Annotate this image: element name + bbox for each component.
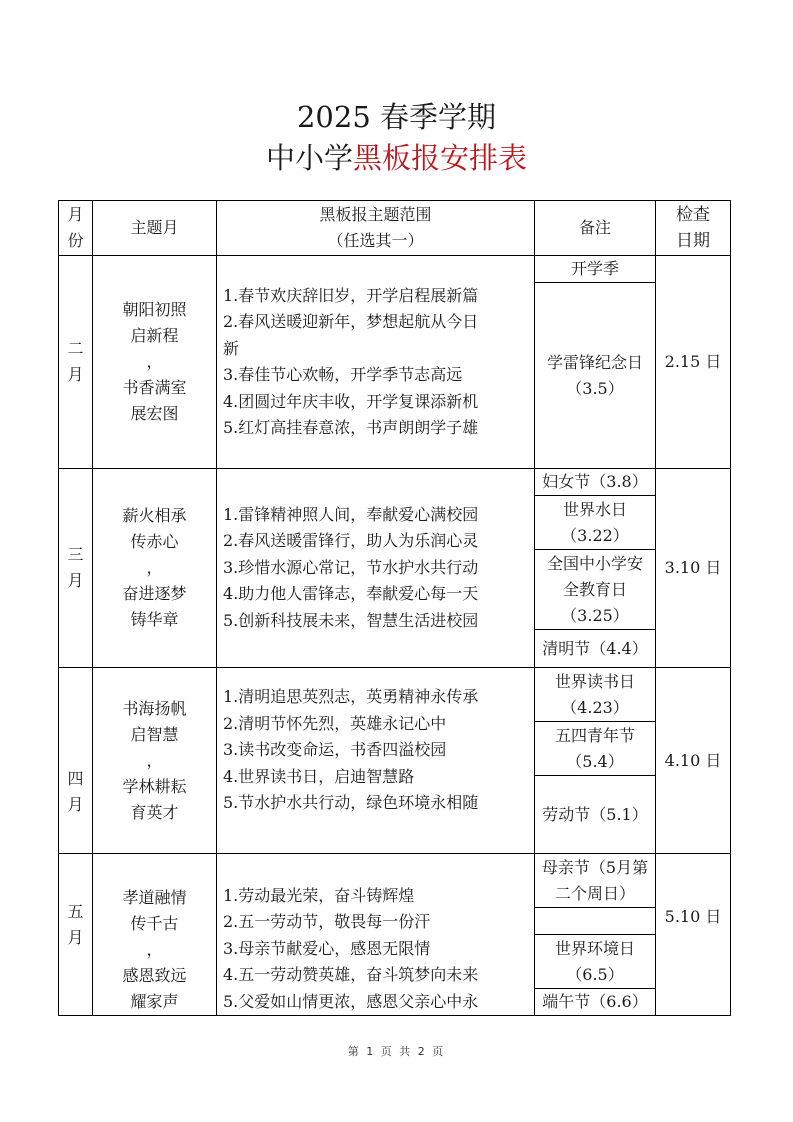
- theme-cell: [93, 668, 217, 854]
- note-cell: 劳动节（5.1）: [535, 776, 656, 854]
- header-date: [656, 201, 731, 256]
- note-cell-empty: [535, 908, 656, 935]
- month-cell: 四月: [59, 668, 93, 854]
- topic-item: 2.清明节怀先烈，英雄永记心中: [223, 713, 447, 733]
- header-range: [217, 201, 535, 256]
- theme-line: 孝道融情: [122, 888, 187, 907]
- theme-line: 学林耕耘: [122, 776, 187, 796]
- note-cell: 母亲节（5月第二个周日）: [535, 854, 656, 908]
- check-date-cell: 5.10 日: [656, 854, 731, 1016]
- theme-line: ，: [146, 558, 163, 577]
- topic-item: 5.红灯高挂春意浓，书声朗朗学子雄: [223, 418, 479, 437]
- theme-line: 育英才: [130, 802, 179, 822]
- topic-item: 3.珍惜水源心常记，节水护水共行动: [223, 557, 479, 577]
- theme-line: 薪火相承: [122, 506, 187, 525]
- page-title-line2: [0, 140, 793, 176]
- theme-line: ，: [146, 352, 163, 371]
- note-cell: 端午节（6.6）: [535, 989, 656, 1016]
- theme-line: 启新程: [130, 326, 179, 345]
- theme-line: 耀家声: [130, 992, 179, 1011]
- theme-line: 传千古: [130, 914, 179, 933]
- topic-item: 4.团圆过年庆丰收，开学复课添新机: [223, 391, 479, 411]
- theme-line: 展宏图: [130, 404, 179, 423]
- table-row: [59, 256, 731, 283]
- page-title-line1: 2025 春季学期: [296, 100, 497, 134]
- header-note: 备注: [535, 201, 656, 256]
- check-date-cell: 2.15 日: [656, 256, 731, 469]
- topic-item: 1.劳动最光荣，奋斗铸辉煌: [223, 885, 415, 905]
- theme-line: 书海扬帆: [122, 698, 187, 718]
- theme-cell: [93, 256, 217, 469]
- topic-item: 5.节水护水共行动，绿色环境永相随: [223, 793, 479, 813]
- topic-item: 5.父爱如山情更浓，感恩父亲心中永: [223, 991, 479, 1011]
- topic-item: 2.春风送暖雷锋行，助人为乐润心灵: [223, 531, 479, 551]
- check-date-cell: 3.10 日: [656, 469, 731, 668]
- topics-cell: [217, 256, 535, 469]
- theme-line: ，: [146, 940, 163, 959]
- theme-line: 朝阳初照: [122, 300, 187, 319]
- topic-item: 3.读书改变命运，书香四溢校园: [223, 740, 447, 760]
- title-red-part: 黑板报安排表: [353, 141, 528, 175]
- topics-cell: [217, 668, 535, 854]
- topic-item: 4.世界读书日，启迪智慧路: [223, 766, 415, 786]
- header-month: 月份: [59, 201, 93, 256]
- topics-cell: [217, 469, 535, 668]
- table-row: [59, 668, 731, 722]
- theme-line: 铸华章: [130, 610, 179, 629]
- header-date-line2: 日期: [676, 231, 710, 251]
- topic-item: 3.春佳节心欢畅，开学季节志高远: [223, 365, 463, 384]
- topic-item: 1.雷锋精神照人间，奉献爱心满校园: [223, 504, 479, 524]
- topic-item: 2.五一劳动节，敬畏每一份汗: [223, 912, 431, 931]
- note-cell: 清明节（4.4）: [535, 630, 656, 668]
- note-cell: 五四青年节（5.4）: [535, 722, 656, 776]
- note-cell: 开学季: [535, 256, 656, 283]
- topic-item: 新: [223, 338, 240, 358]
- note-cell: 全国中小学安全教育日（3.25）: [535, 550, 656, 630]
- month-cell: 三月: [59, 469, 93, 668]
- header-theme: 主题月: [93, 201, 217, 256]
- note-cell: 学雷锋纪念日（3.5）: [535, 283, 656, 469]
- theme-line: ，: [146, 750, 163, 770]
- topic-item: 3.母亲节献爱心，感恩无限情: [223, 938, 431, 958]
- header-range-line1: 黑板报主题范围: [319, 205, 432, 224]
- topic-item: 4.五一劳动赞英雄，奋斗筑梦向未来: [223, 965, 479, 984]
- header-date-line1: 检查: [676, 205, 710, 225]
- header-range-line2: （任选其一）: [327, 231, 424, 250]
- blackboard-schedule-table: [58, 200, 731, 1016]
- theme-line: 传赤心: [130, 532, 179, 551]
- note-cell: 世界环境日（6.5）: [535, 935, 656, 989]
- topic-item: 5.创新科技展未来，智慧生活进校园: [223, 610, 479, 630]
- topic-item: 2.春风送暖迎新年，梦想起航从今日: [223, 312, 479, 331]
- table-header-row: [59, 201, 731, 256]
- topic-item: 1.春节欢庆辞旧岁，开学启程展新篇: [223, 285, 479, 305]
- theme-line: 感恩致远: [122, 966, 187, 985]
- theme-cell: [93, 469, 217, 668]
- table-row: [59, 854, 731, 908]
- table-row: [59, 469, 731, 496]
- topic-item: 1.清明追思英烈志，英勇精神永传承: [223, 687, 479, 707]
- title-black-part: 中小学: [265, 141, 353, 175]
- topics-cell: [217, 854, 535, 1016]
- page-footer: 第 1 页 共 2 页: [347, 1045, 446, 1058]
- theme-line: 启智慧: [130, 724, 179, 744]
- month-cell: 五月: [59, 854, 93, 1016]
- theme-cell: [93, 854, 217, 1016]
- topic-item: 4.助力他人雷锋志，奉献爱心每一天: [223, 584, 479, 604]
- theme-line: 书香满室: [122, 378, 187, 397]
- theme-line: 奋进逐梦: [122, 584, 187, 603]
- note-cell: 世界水日（3.22）: [535, 496, 656, 550]
- check-date-cell: 4.10 日: [656, 668, 731, 854]
- note-cell: 妇女节（3.8）: [535, 469, 656, 496]
- month-cell: 二月: [59, 256, 93, 469]
- note-cell: 世界读书日（4.23）: [535, 668, 656, 722]
